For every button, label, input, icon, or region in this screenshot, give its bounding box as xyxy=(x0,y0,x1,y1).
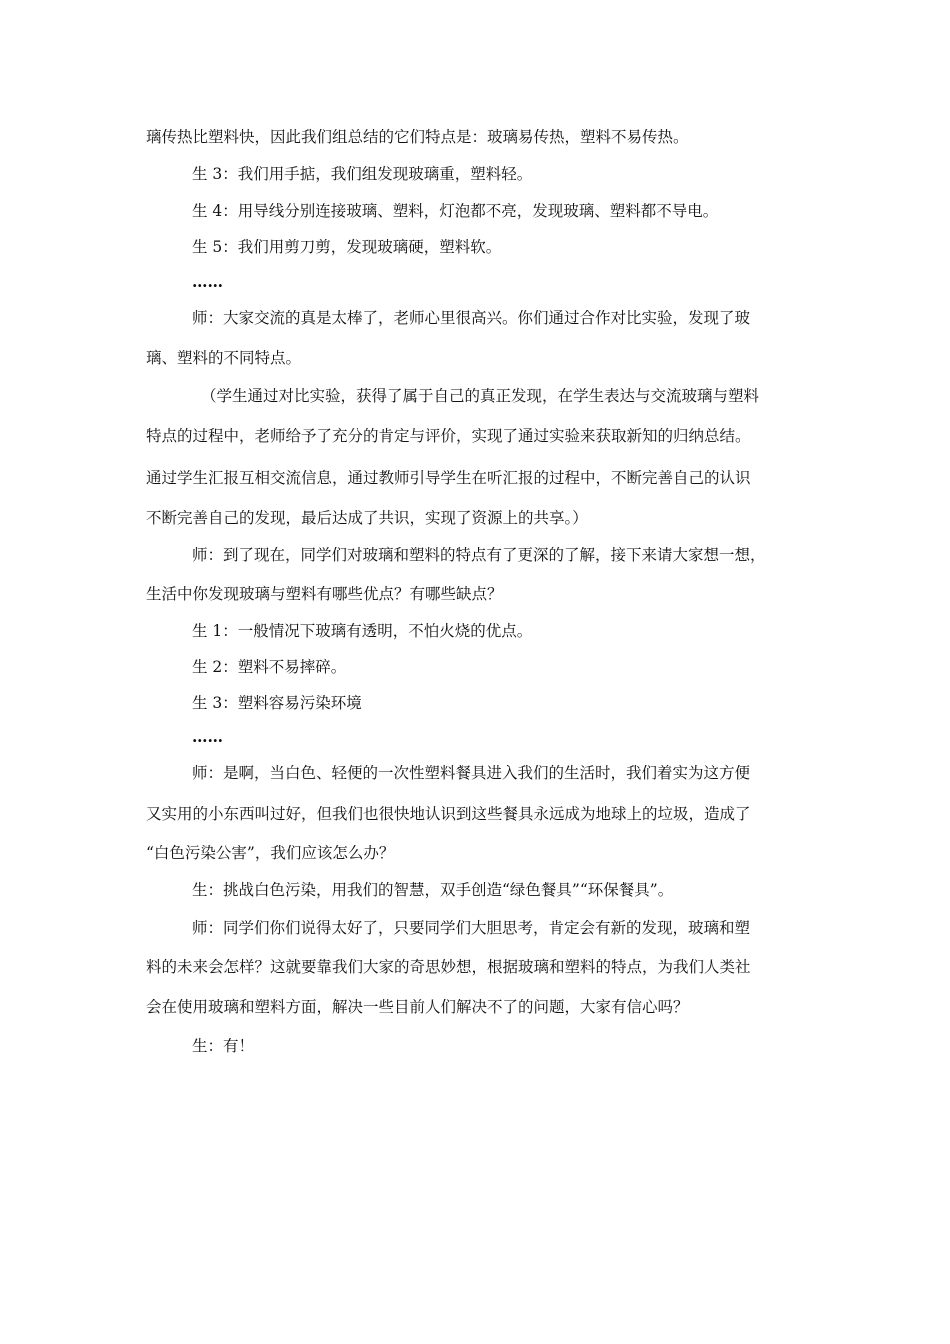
paragraph-line: 师：到了现在，同学们对玻璃和塑料的特点有了更深的了解，接下来请大家想一想， xyxy=(192,546,766,564)
paragraph-line: 师：大家交流的真是太棒了，老师心里很高兴。你们通过合作对比实验，发现了玻 xyxy=(192,309,751,327)
paragraph-line: 特点的过程中，老师给予了充分的肯定与评价，实现了通过实验来获取新知的归纳总结。 xyxy=(146,427,751,445)
paragraph-line: 师：同学们你们说得太好了，只要同学们大胆思考，肯定会有新的发现，玻璃和塑 xyxy=(192,919,751,937)
paragraph-line: 生 5：我们用剪刀剪，发现玻璃硬，塑料软。 xyxy=(192,238,502,256)
paragraph-line: 会在使用玻璃和塑料方面，解决一些目前人们解决不了的问题，大家有信心吗？ xyxy=(146,998,689,1016)
paragraph-line: 料的未来会怎样？这就要靠我们大家的奇思妙想，根据玻璃和塑料的特点，为我们人类社 xyxy=(146,958,751,976)
paragraph-line: “白色污染公害”，我们应该怎么办？ xyxy=(146,844,395,862)
paragraph-line: 生：有！ xyxy=(192,1037,255,1055)
ellipsis-line: …… xyxy=(192,272,223,291)
paragraph-line: 师：是啊，当白色、轻便的一次性塑料餐具进入我们的生活时，我们着实为这方便 xyxy=(192,764,751,782)
paragraph-line: 通过学生汇报互相交流信息，通过教师引导学生在听汇报的过程中，不断完善自己的认识 xyxy=(146,469,751,487)
paragraph-line: 生 2：塑料不易摔碎。 xyxy=(192,658,347,676)
paragraph-line: 璃、塑料的不同特点。 xyxy=(146,349,302,367)
paragraph-line: 不断完善自己的发现，最后达成了共识，实现了资源上的共享。） xyxy=(146,509,588,527)
paragraph-line: 生：挑战白色污染，用我们的智慧，双手创造“绿色餐具”“环保餐具”。 xyxy=(192,881,674,899)
paragraph-line: 璃传热比塑料快，因此我们组总结的它们特点是：玻璃易传热，塑料不易传热。 xyxy=(146,128,689,146)
paragraph-line: （学生通过对比实验，获得了属于自己的真正发现，在学生表达与交流玻璃与塑料 xyxy=(201,387,760,405)
paragraph-line: 生活中你发现玻璃与塑料有哪些优点？有哪些缺点？ xyxy=(146,585,503,603)
paragraph-line: 生 3：我们用手掂，我们组发现玻璃重，塑料轻。 xyxy=(192,165,533,183)
paragraph-line: 生 1：一般情况下玻璃有透明，不怕火烧的优点。 xyxy=(192,622,533,640)
paragraph-line: 又实用的小东西叫过好，但我们也很快地认识到这些餐具永远成为地球上的垃圾，造成了 xyxy=(146,805,751,823)
ellipsis-line: …… xyxy=(192,727,223,746)
paragraph-line: 生 4：用导线分别连接玻璃、塑料，灯泡都不亮，发现玻璃、塑料都不导电。 xyxy=(192,202,719,220)
paragraph-line: 生 3：塑料容易污染环境 xyxy=(192,694,362,712)
